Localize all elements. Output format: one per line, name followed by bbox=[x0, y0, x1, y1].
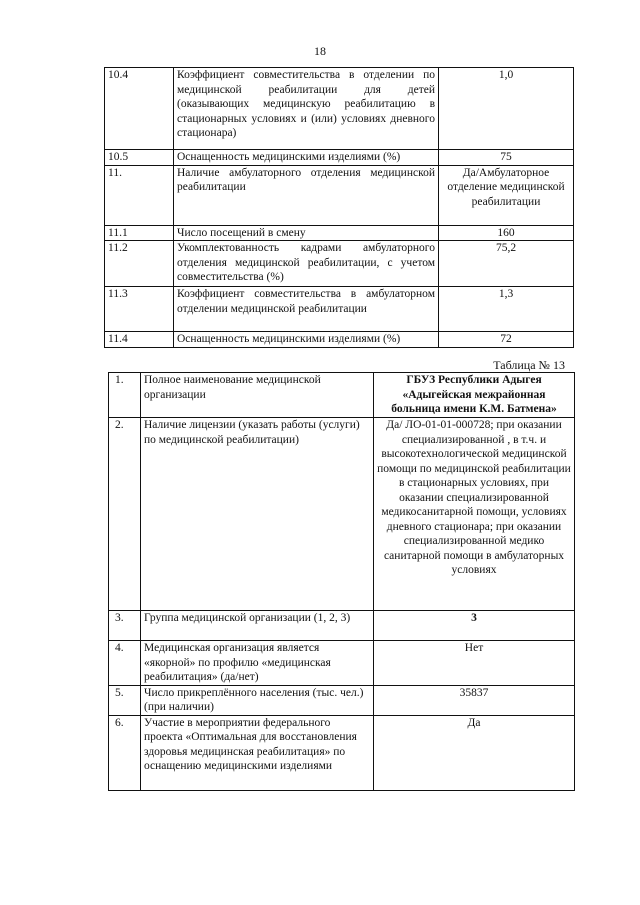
row-name: Коэффициент совместительства в отделении по медицинской реабилитации для детей (оказывающих медицинскую реабилитацию в стационарных условиях и (или) условиях дневного стационара) bbox=[174, 68, 439, 150]
table-row bbox=[109, 715, 575, 790]
row-value: 1,3 bbox=[439, 287, 574, 332]
row-value: 75,2 bbox=[439, 241, 574, 287]
row-value: 3 bbox=[374, 611, 575, 641]
row-name: Оснащенность медицинскими изделиями (%) bbox=[174, 150, 439, 166]
table-row bbox=[105, 68, 574, 150]
table-row bbox=[105, 332, 574, 348]
organization-table bbox=[108, 372, 575, 791]
row-value: 1,0 bbox=[439, 68, 574, 150]
row-number: 11.2 bbox=[105, 241, 174, 287]
row-number: 10.5 bbox=[105, 150, 174, 166]
row-name: Медицинская организация является «якорной» по профилю «медицинская реабилитация» (да/нет) bbox=[141, 641, 374, 686]
row-number: 11.1 bbox=[105, 225, 174, 241]
row-value: ГБУЗ Республики Адыгея «Адыгейская межрайонная больница имени К.М. Батмена» bbox=[374, 373, 575, 418]
row-number: 3. bbox=[109, 611, 141, 641]
row-name: Наличие лицензии (указать работы (услуги) по медицинской реабилитации) bbox=[141, 418, 374, 611]
row-name: Оснащенность медицинскими изделиями (%) bbox=[174, 332, 439, 348]
row-value: Нет bbox=[374, 641, 575, 686]
table-row bbox=[109, 418, 575, 611]
table-row bbox=[105, 287, 574, 332]
row-name: Группа медицинской организации (1, 2, 3) bbox=[141, 611, 374, 641]
row-name: Число посещений в смену bbox=[174, 225, 439, 241]
table-row bbox=[109, 373, 575, 418]
row-value: 35837 bbox=[374, 685, 575, 715]
row-name: Коэффициент совместительства в амбулаторном отделении медицинской реабилитации bbox=[174, 287, 439, 332]
table-row bbox=[109, 611, 575, 641]
indicators-table bbox=[104, 67, 574, 348]
row-value: Да/Амбулаторное отделение медицинской реабилитации bbox=[439, 165, 574, 225]
row-value: 75 bbox=[439, 150, 574, 166]
row-number: 2. bbox=[109, 418, 141, 611]
row-number: 11. bbox=[105, 165, 174, 225]
table-row bbox=[105, 241, 574, 287]
row-number: 11.4 bbox=[105, 332, 174, 348]
row-value: Да bbox=[374, 715, 575, 790]
row-name: Участие в мероприятии федерального проекта «Оптимальная для восстановления здоровья медицинская реабилитация» по оснащению медицинскими изделиями bbox=[141, 715, 374, 790]
row-number: 5. bbox=[109, 685, 141, 715]
table-row bbox=[105, 165, 574, 225]
page-number: 18 bbox=[314, 44, 326, 58]
row-name: Полное наименование медицинской организации bbox=[141, 373, 374, 418]
row-number: 1. bbox=[109, 373, 141, 418]
table-caption: Таблица № 13 bbox=[493, 358, 565, 372]
row-value: 160 bbox=[439, 225, 574, 241]
row-number: 4. bbox=[109, 641, 141, 686]
row-name: Число прикреплённого населения (тыс. чел.) (при наличии) bbox=[141, 685, 374, 715]
table-row bbox=[105, 150, 574, 166]
row-name: Наличие амбулаторного отделения медицинской реабилитации bbox=[174, 165, 439, 225]
row-value: 72 bbox=[439, 332, 574, 348]
row-name: Укомплектованность кадрами амбулаторного отделения медицинской реабилитации, с учетом совместительства (%) bbox=[174, 241, 439, 287]
table-row bbox=[105, 225, 574, 241]
table-row bbox=[109, 685, 575, 715]
table-row bbox=[109, 641, 575, 686]
row-number: 6. bbox=[109, 715, 141, 790]
row-value: Да/ ЛО-01-01-000728; при оказании специализированной , в т.ч. и высокотехнологической медицинской помощи по медицинской реабилитации в стационарных условиях, при оказании специализированной медикосанитарной помощи, условиях дневного стационара; при оказании специализированной медико санитарной помощи в амбулаторных условиях bbox=[374, 418, 575, 611]
row-number: 10.4 bbox=[105, 68, 174, 150]
row-number: 11.3 bbox=[105, 287, 174, 332]
